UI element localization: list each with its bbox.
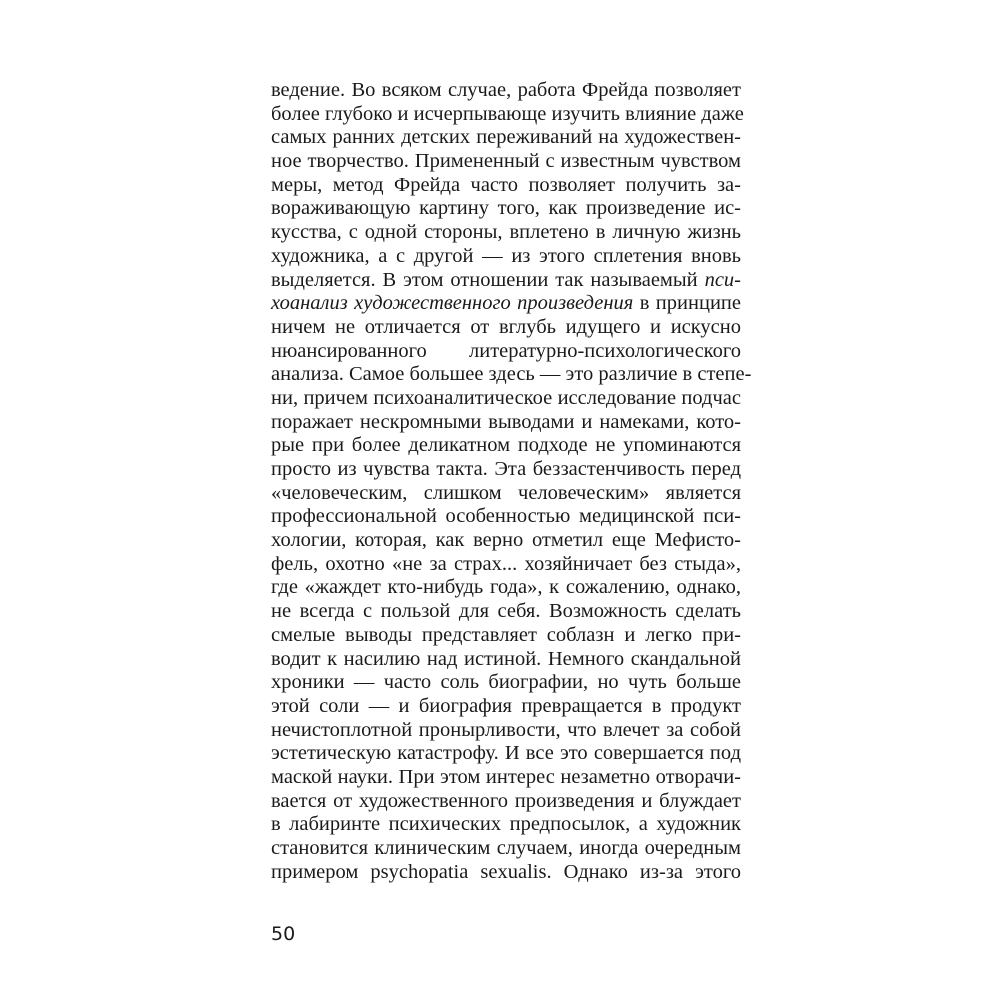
text-line: в лабиринте психических предпосылок, а художник	[271, 813, 741, 836]
text-segment: выделяется. В этом отношении так называемый	[271, 268, 705, 291]
text-line: ничем не отличается от вглубь идущего и искусно	[271, 315, 741, 338]
text-line: эстетическую катастрофу. И все это совершается под	[271, 742, 741, 765]
text-line: вораживающую картину того, как произведение ис-	[271, 197, 741, 220]
text-line: смелые выводы представляет соблазн и легко при-	[271, 623, 741, 646]
text-line: художника, а с другой — из этого сплетения вновь	[271, 244, 741, 267]
text-line: просто из чувства такта. Эта беззастенчивость перед	[271, 458, 741, 480]
italic-term: пси-	[704, 268, 741, 291]
text-line: самых ранних детских переживаний на художествен-	[271, 126, 741, 149]
text-line: хологии, которая, как верно отметил еще Мефисто-	[271, 529, 741, 552]
text-line: профессиональной особенностью медицинской пси-	[271, 505, 741, 528]
body-text	[271, 79, 752, 884]
text-line: маской науки. При этом интерес незаметно отворачи-	[271, 765, 741, 788]
text-line: вается от художественного произведения и блуждает	[271, 789, 741, 812]
italic-term: хоанализ художественного произведения	[271, 292, 634, 315]
text-line: ведение. Во всяком случае, работа Фрейда позволяет	[271, 79, 741, 101]
text-line: этой соли — и биография превращается в продукт	[271, 694, 741, 717]
text-line: анализа. Самое большее здесь — это различие в степе-	[271, 363, 752, 386]
text-line: где «жаждет кто-нибудь года», к сожалению, однако,	[271, 576, 741, 599]
text-line: примером psychopatia sexualis. Однако из-за этого	[271, 860, 741, 883]
text-line: поражает нескромными выводами и намеками, кото-	[271, 410, 741, 433]
text-line: меры, метод Фрейда часто позволяет получить за-	[271, 173, 741, 196]
text-line: фель, охотно «не за страх... хозяйничает без стыда»,	[271, 552, 741, 575]
text-line: кусства, с одной стороны, вплетено в личную жизнь	[271, 221, 741, 244]
text-line: рые при более деликатном подходе не упоминаются	[271, 434, 741, 457]
text-line: нечистоплотной пронырливости, что влечет за собой	[271, 718, 741, 741]
text-line: ни, причем психоаналитическое исследование подчас	[271, 386, 741, 409]
text-line-with-italic	[271, 269, 741, 293]
text-segment: в принципе	[633, 292, 741, 315]
page-number: 50	[271, 923, 296, 945]
text-line: не всегда с пользой для себя. Возможность сделать	[271, 600, 741, 623]
text-line: становится клиническим случаем, иногда очередным	[271, 837, 741, 859]
text-line-with-italic	[271, 292, 741, 316]
text-line: ное творчество. Примененный с известным чувством	[271, 150, 741, 173]
text-line: нюансированного литературно-психологического	[271, 339, 741, 362]
text-line: водит к насилию над истиной. Немного скандальной	[271, 647, 741, 670]
text-line: хроники — часто соль биографии, но чуть больше	[271, 671, 741, 694]
text-line: «человеческим, слишком человеческим» является	[271, 481, 741, 504]
text-line: более глубоко и исчерпывающе изучить влияние даже	[271, 102, 744, 125]
